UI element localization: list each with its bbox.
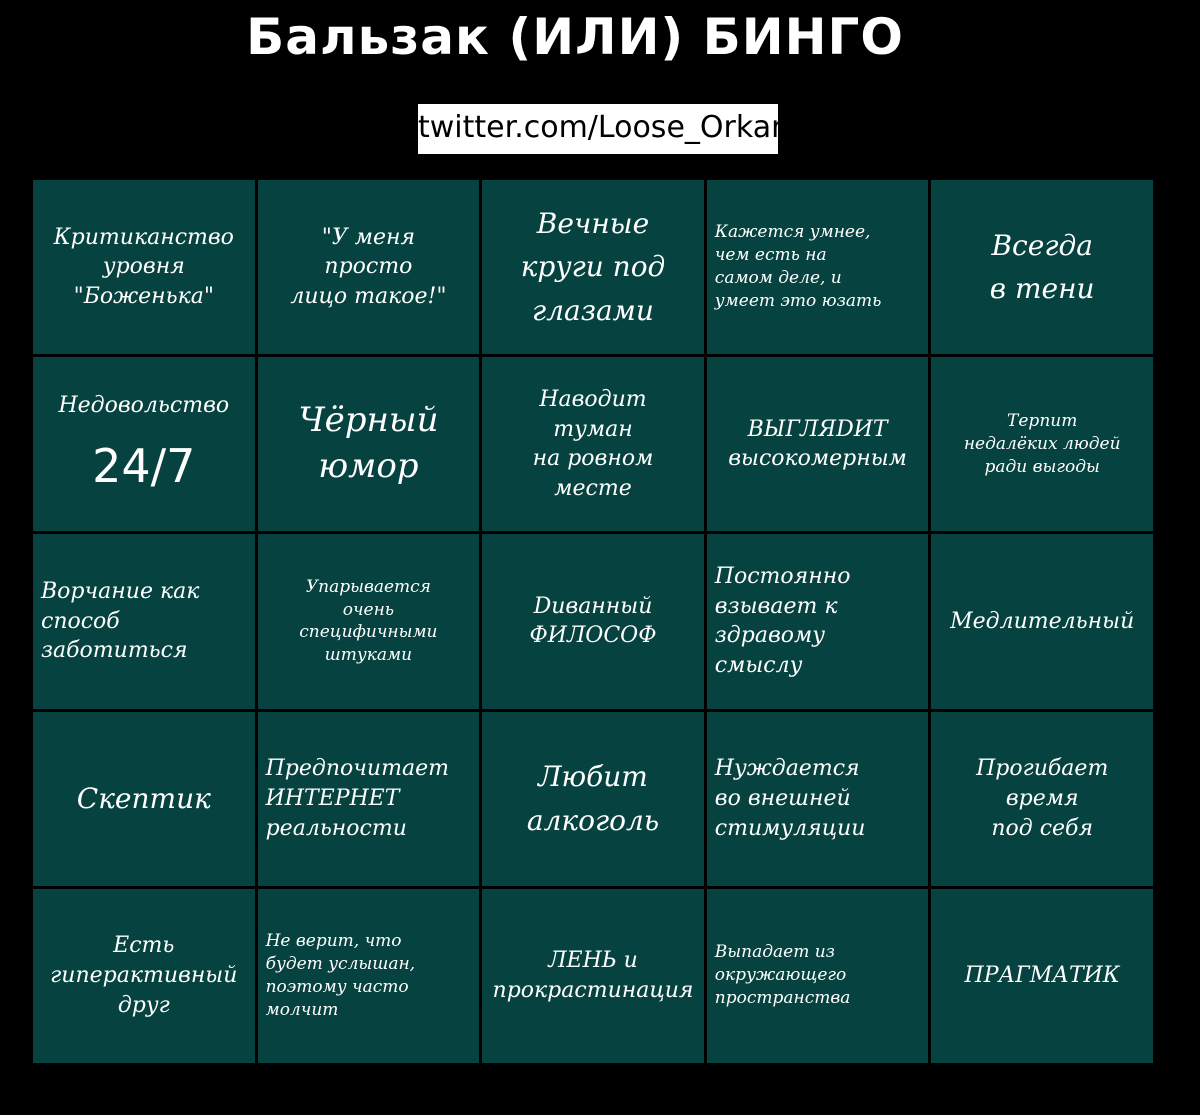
- bingo-cell: [33, 357, 255, 531]
- bingo-cell-text: Критиканство уровня "Боженька": [53, 224, 234, 309]
- bingo-cell: [33, 712, 255, 886]
- bingo-cell-text: Терпит недалёких людей ради выгоды: [963, 410, 1121, 477]
- bingo-cell-text: Dиванный ФИЛОСОФ: [529, 593, 657, 649]
- bingo-cell-text: Всегда в тени: [989, 228, 1095, 306]
- bingo-cell-text: Нуждается во внешней стимуляции: [714, 756, 866, 841]
- bingo-cell-text: "У меня просто лицо такое!": [290, 224, 447, 309]
- bingo-cell-label: Недовольство: [58, 393, 230, 419]
- bingo-cell: [258, 180, 480, 354]
- bingo-cell: [258, 889, 480, 1063]
- bingo-cell: [707, 712, 929, 886]
- bingo-cell: [482, 534, 704, 708]
- bingo-cell: [482, 357, 704, 531]
- bingo-cell-text: Предпочитает ИНТЕРНЕТ реальности: [265, 756, 449, 841]
- bingo-cell: [258, 357, 480, 531]
- bingo-cell: [931, 889, 1153, 1063]
- bingo-cell: [258, 712, 480, 886]
- bingo-cell-text: Прогибает время под себя: [976, 756, 1109, 841]
- bingo-cell: [33, 534, 255, 708]
- bingo-cell: [33, 889, 255, 1063]
- page-title: Бальзак (ИЛИ) БИНГО: [246, 8, 904, 66]
- bingo-cell-text: Постоянно взывает к здравому смыслу: [714, 564, 851, 679]
- bingo-cell: [931, 180, 1153, 354]
- bingo-cell: [931, 534, 1153, 708]
- bingo-cell-number: 24/7: [92, 439, 196, 494]
- bingo-cell: [707, 180, 929, 354]
- bingo-cell: [33, 180, 255, 354]
- bingo-cell: [482, 889, 704, 1063]
- bingo-cell: [707, 357, 929, 531]
- bingo-cell-text: ПРАГМАТИК: [964, 963, 1120, 989]
- bingo-cell-text: Упарывается очень специфичными штуками: [299, 576, 438, 666]
- bingo-cell-text: Медлительный: [950, 608, 1135, 634]
- bingo-cell: [931, 712, 1153, 886]
- bingo-cell-text: ЛЕНЬ и прокрастинация: [492, 948, 694, 1003]
- twitter-handle: twitter.com/Loose_Orkan: [418, 104, 778, 154]
- bingo-cell-text: Выпадает из окружающего пространства: [714, 942, 851, 1009]
- bingo-cell-text: Чёрный юмор: [298, 400, 439, 487]
- bingo-cell-text: Есть гиперактивный друг: [50, 933, 238, 1018]
- bingo-cell-text: Скептик: [76, 782, 211, 815]
- bingo-cell-text: ВЫГЛЯDИТ высокомерным: [728, 416, 907, 472]
- bingo-cell: [482, 180, 704, 354]
- bingo-cell-text: Любит алкоголь: [526, 760, 660, 837]
- bingo-cell-text: Вечные круги под глазами: [520, 207, 666, 327]
- bingo-cell: [931, 357, 1153, 531]
- bingo-board: [33, 180, 1153, 1063]
- bingo-cell-text: Не верит, что будет услышан, поэтому часто молчит: [265, 931, 416, 1020]
- bingo-cell: [482, 712, 704, 886]
- bingo-cell: [707, 889, 929, 1063]
- bingo-cell-text: Кажется умнее, чем есть на самом деле, и умеет это юзать: [714, 222, 882, 312]
- bingo-cell-text: Наводит туман на ровном месте: [532, 386, 654, 501]
- bingo-cell-text: Ворчание как способ заботиться: [41, 578, 200, 664]
- bingo-cell: [258, 534, 480, 708]
- bingo-cell: [707, 534, 929, 708]
- bingo-cell-text: [41, 362, 247, 527]
